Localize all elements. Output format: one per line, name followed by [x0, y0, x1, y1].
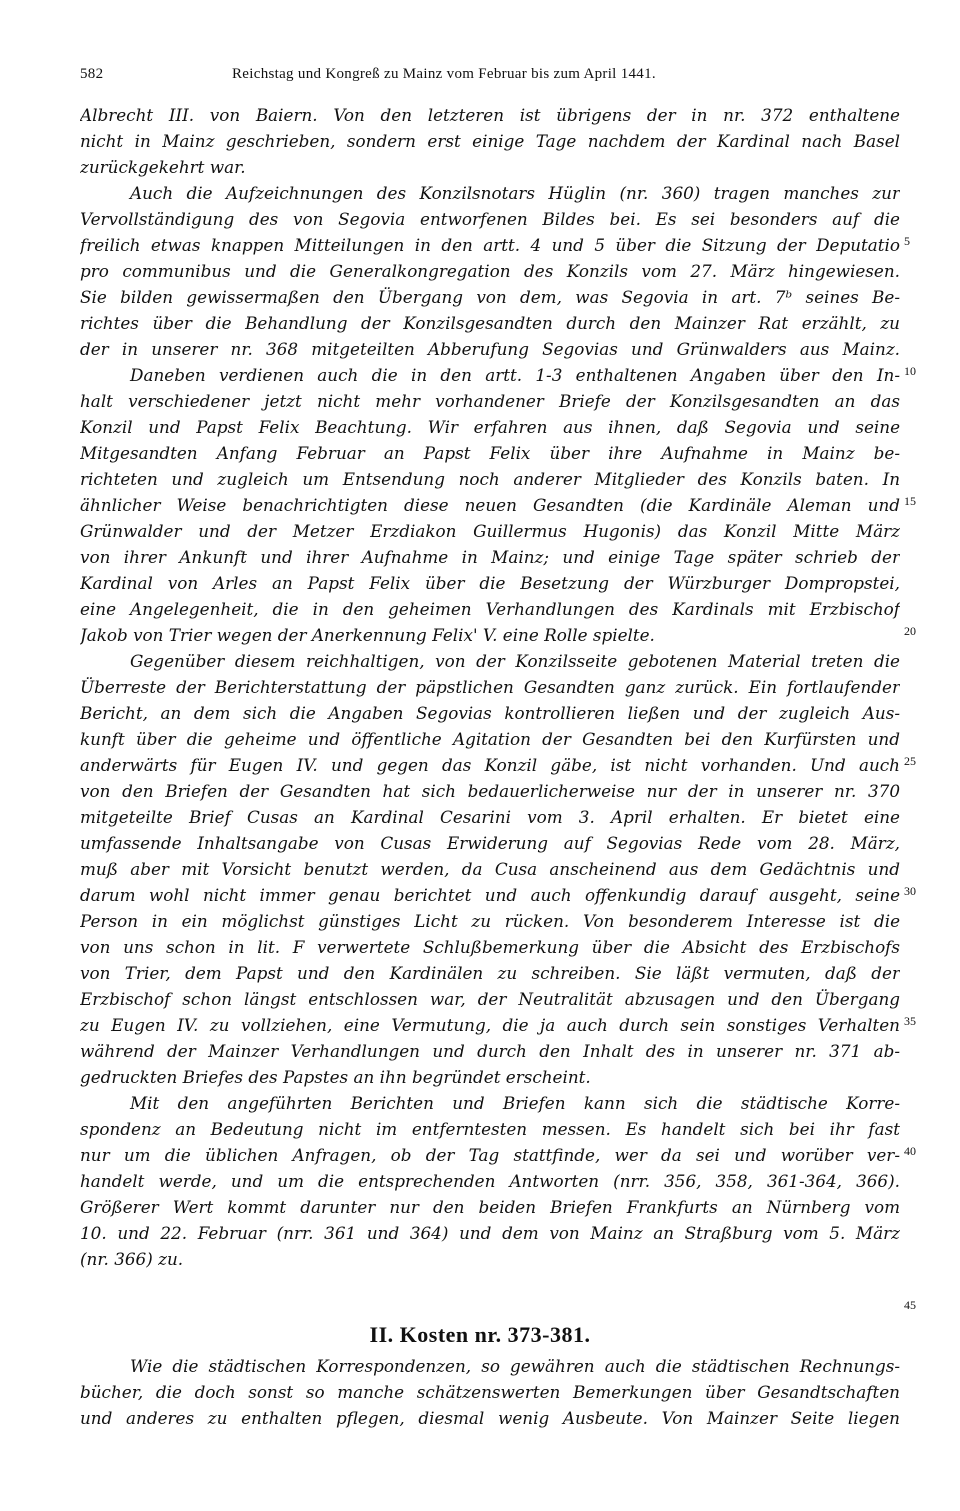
section-text [80, 1353, 900, 1431]
text-line: spondenz an Bedeutung nicht im entferntesten messen. Es handelt sich bei ihr fast [80, 1119, 900, 1139]
text-line: pro communibus und die Generalkongregation des Konzils vom 27. März hingewiesen. [80, 261, 900, 281]
text-line: Albrecht III. von Baiern. Von den letzteren ist übrigens der in nr. 372 enthaltene [80, 105, 900, 125]
text-line: handelt werde, und um die entsprechenden Antworten (nrr. 356, 358, 361-364, 366). [80, 1171, 900, 1191]
line-number: 25 [904, 754, 916, 768]
text-line: zu Eugen IV. zu vollziehen, eine Vermutung, die ja auch durch sein sonstiges Verhalten [80, 1015, 900, 1035]
text-line: Auch die Aufzeichnungen des Konzilsnotars Hüglin (nr. 360) tragen manches zur [130, 183, 900, 203]
section-heading: II. Kosten nr. 373-381. [369, 1322, 591, 1347]
line-number: 10 [904, 364, 916, 378]
text-line: umfassende Inhaltsangabe von Cusas Erwiderung auf Segovias Rede vom 28. März, [80, 833, 900, 853]
line-number: 15 [904, 494, 916, 508]
running-header [80, 66, 900, 90]
text-line: zurückgekehrt war. [80, 157, 246, 177]
text-line: Mit den angeführten Berichten und Briefen kann sich die städtische Korre- [130, 1093, 900, 1113]
text-line: von Trier, dem Papst und den Kardinälen zu schreiben. Sie läßt vermuten, daß der [80, 963, 900, 983]
text-line: 10. und 22. Februar (nrr. 361 und 364) und dem von Mainz an Straßburg vom 5. März [80, 1223, 900, 1243]
text-line: Bericht, an dem sich die Angaben Segovias kontrollieren ließen und der zugleich Aus- [80, 703, 900, 723]
text-line: ähnlicher Weise benachrichtigten diese neuen Gesandten (die Kardinäle Aleman und [80, 495, 900, 515]
line-number: 30 [904, 884, 916, 898]
text-line: (nr. 366) zu. [80, 1249, 184, 1269]
text-line: Überreste der Berichterstattung der päpstlichen Gesandten ganz zurück. Ein fortlaufender [80, 677, 900, 697]
text-line: Grünwalder und der Metzer Erzdiakon Guillermus Hugonis) das Konzil Mitte März [80, 521, 900, 541]
text-line: Daneben verdienen auch die in den artt. 1-3 enthaltenen Angaben über den In- [130, 365, 900, 385]
text-line: Sie bilden gewissermaßen den Übergang von dem, was Segovia in art. 7ᵇ seines Be- [80, 287, 900, 307]
text-line: mitgeteilte Brief Cusas an Kardinal Cesarini vom 3. April erhalten. Er bietet eine [80, 807, 900, 827]
text-line: muß aber mit Vorsicht benutzt werden, da Cusa anscheinend aus dem Gedächtnis und [80, 859, 900, 879]
text-line: Person in ein möglichst günstiges Licht zu rücken. Von besonderem Interesse ist die [80, 911, 900, 931]
text-line: während der Mainzer Verhandlungen und durch den Inhalt des in unserer nr. 371 ab- [80, 1041, 900, 1061]
text-line: Wie die städtischen Korrespondenzen, so gewähren auch die städtischen Rechnungs- [130, 1356, 900, 1376]
text-line: Kardinal von Arles an Papst Felix über die Besetzung der Würzburger Dompropstei, [80, 573, 900, 593]
text-line: Mitgesandten Anfang Februar an Papst Felix über ihre Aufnahme in Mainz be- [80, 443, 900, 463]
text-line: darum wohl nicht immer genau berichtet und auch offenkundig darauf ausgeht, seine [80, 885, 900, 905]
page-number: 582 [80, 66, 104, 82]
text-line: von ihrer Ankunft und ihrer Aufnahme in Mainz; und einige Tage später schrieb der [80, 547, 900, 567]
text-line: Vervollständigung des von Segovia entworfenen Bildes bei. Es sei besonders auf die [80, 209, 900, 229]
text-line: Erzbischof schon längst entschlossen war, der Neutralität abzusagen und den Übergang [80, 989, 900, 1009]
text-line: gedruckten Briefes des Papstes an ihn begründet erscheint. [80, 1067, 591, 1087]
text-line: Jakob von Trier wegen der Anerkennung Felix' V. eine Rolle spielte. [80, 625, 655, 645]
text-line: von den Briefen der Gesandten hat sich bedauerlicherweise nur der in unserer nr. 370 [80, 781, 900, 801]
text-line: halt verschiedener jetzt nicht mehr vorhandener Briefe der Konzilsgesandten an das [80, 391, 900, 411]
text-line: Größerer Wert kommt darunter nur den beiden Briefen Frankfurts an Nürnberg vom [80, 1197, 900, 1217]
text-line: richteten und zugleich um Entsendung noch anderer Mitglieder des Konzils baten. In [80, 469, 900, 489]
line-number: 5 [904, 234, 910, 248]
line-number: 45 [904, 1298, 916, 1312]
text-line: bücher, die doch sonst so manche schätzenswerten Bemerkungen über Gesandtschaften [80, 1382, 900, 1402]
text-line: eine Angelegenheit, die in den geheimen Verhandlungen des Kardinals mit Erzbischof [80, 599, 900, 619]
text-line: nur um die üblichen Anfragen, ob der Tag stattfinde, wer da sei und worüber ver- [80, 1145, 900, 1165]
running-title: Reichstag und Kongreß zu Mainz vom Februar bis zum April 1441. [232, 66, 656, 82]
line-number: 35 [904, 1014, 916, 1028]
line-number: 20 [904, 624, 916, 638]
text-line: Gegenüber diesem reichhaltigen, von der Konzilsseite gebotenen Material treten die [130, 651, 900, 671]
text-line: Konzil und Papst Felix Beachtung. Wir erfahren aus ihnen, daß Segovia und seine [80, 417, 900, 437]
text-line: kunft über die geheime und öffentliche Agitation der Gesandten bei den Kurfürsten und [80, 729, 900, 749]
text-line: freilich etwas knappen Mitteilungen in den artt. 4 und 5 über die Sitzung der Deputatio [80, 235, 900, 255]
text-line: der in unserer nr. 368 mitgeteilten Abberufung Segovias und Grünwalders aus Mainz. [80, 339, 900, 359]
text-line: anderwärts für Eugen IV. und gegen das Konzil gäbe, ist nicht vorhanden. Und auch [80, 755, 900, 775]
text-line: und anderes zu enthalten pflegen, diesmal wenig Ausbeute. Von Mainzer Seite liegen [80, 1408, 900, 1428]
text-line: von uns schon in lit. F verwertete Schlußbemerkung über die Absicht des Erzbischofs [80, 937, 900, 957]
line-number: 40 [904, 1144, 916, 1158]
main-text [80, 102, 900, 1272]
text-line: nicht in Mainz geschrieben, sondern erst einige Tage nachdem der Kardinal nach Basel [80, 131, 900, 151]
text-line: richtes über die Behandlung der Konzilsgesandten durch den Mainzer Rat erzählt, zu [80, 313, 900, 333]
